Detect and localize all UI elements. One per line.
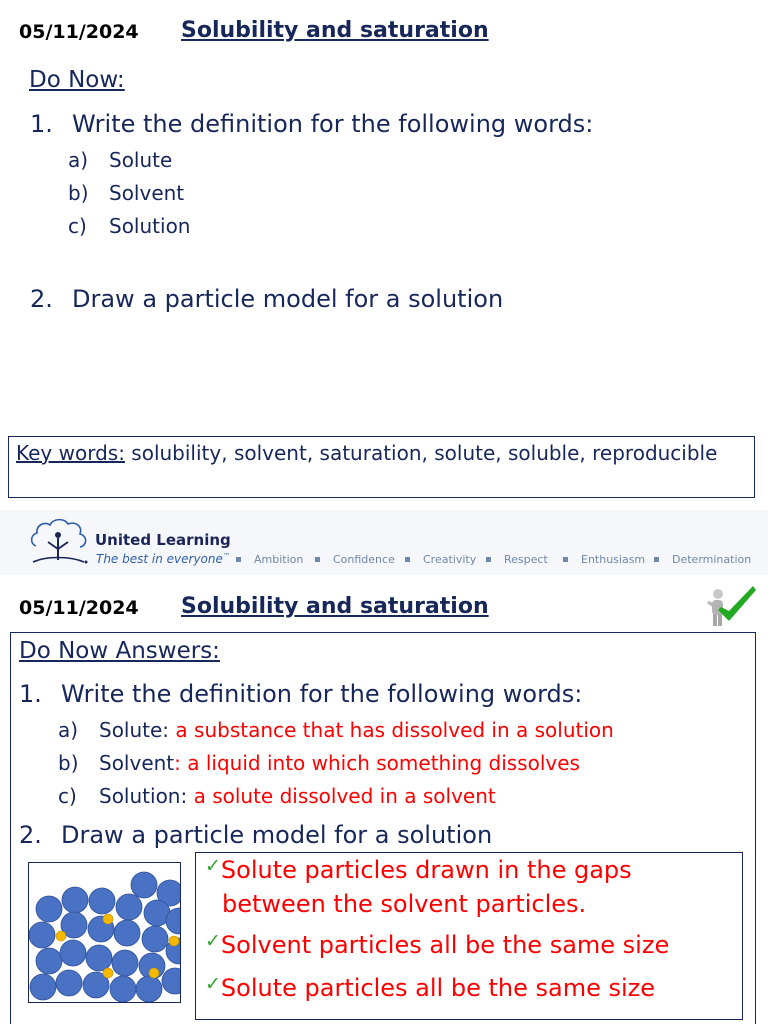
solute-particle <box>149 968 159 978</box>
value-respect <box>486 553 548 566</box>
sub-item-c <box>68 214 190 238</box>
slide2-title: Solubility and saturation <box>181 594 489 619</box>
value-confidence <box>315 553 395 566</box>
solvent-particle <box>136 976 162 1002</box>
person-with-checkmark-icon <box>705 583 757 627</box>
solvent-particle <box>36 948 62 974</box>
value-enthusiasm <box>563 553 645 566</box>
tick-icon: ✓ <box>205 930 221 952</box>
slide2-date: 05/11/2024 <box>19 597 139 619</box>
slide1-date: 05/11/2024 <box>19 21 139 43</box>
answer-term: Solution: <box>99 784 188 808</box>
key-words-list: solubility, solvent, saturation, solute, soluble, reproducible <box>124 441 718 465</box>
criterion-1-continued: between the solvent particles. <box>222 890 587 918</box>
key-words-box <box>8 436 755 498</box>
criterion-text: Solvent particles all be the same size <box>220 931 670 959</box>
answer-letter: c) <box>58 784 77 808</box>
sub-item-text: Solvent <box>109 181 185 205</box>
bullet-square-icon <box>315 557 320 562</box>
value-determination <box>654 553 751 566</box>
solvent-particle <box>162 968 181 994</box>
answer-definition: a solute dissolved in a solvent <box>187 784 496 808</box>
particle-model-svg <box>29 863 181 1003</box>
answer-term: Solvent <box>99 751 175 775</box>
solvent-particle <box>110 976 136 1002</box>
criterion-3 <box>205 974 655 1002</box>
solute-particle <box>169 936 179 946</box>
bullet-square-icon <box>563 557 568 562</box>
criterion-text: Solute particles all be the same size <box>220 974 656 1002</box>
bullet-square-icon <box>405 557 410 562</box>
solvent-particle <box>56 970 82 996</box>
brand-tagline <box>96 552 230 566</box>
sub-item-letter: a) <box>68 148 89 172</box>
answer-question-2 <box>19 821 492 849</box>
solvent-particle <box>131 872 157 898</box>
question-2-number: 2. <box>30 285 53 313</box>
criterion-text: Solute particles drawn in the gaps <box>220 856 632 884</box>
tick-icon: ✓ <box>205 973 221 995</box>
value-label: Determination <box>672 553 752 566</box>
solvent-particle <box>62 887 88 913</box>
solvent-particle <box>142 926 168 952</box>
answer-letter: a) <box>58 718 79 742</box>
value-ambition <box>236 553 303 566</box>
solvent-particle <box>36 896 62 922</box>
sub-item-letter: c) <box>68 214 87 238</box>
sub-item-letter: b) <box>68 181 89 205</box>
trademark: ™ <box>222 552 230 560</box>
do-now-answers-heading: Do Now Answers: <box>19 638 220 664</box>
answer-definition: a substance that has dissolved in a solution <box>169 718 614 742</box>
question-1-number: 1. <box>30 110 53 138</box>
particle-model-drawing <box>28 862 181 1003</box>
answer-question-2-number: 2. <box>19 821 42 849</box>
slide1-title: Solubility and saturation <box>181 18 489 43</box>
bullet-square-icon <box>654 557 659 562</box>
answer-item-b <box>58 751 580 775</box>
question-2 <box>30 285 503 313</box>
question-1-text: Write the definition for the following words: <box>72 110 594 138</box>
value-label: Ambition <box>254 553 304 566</box>
answer-letter: b) <box>58 751 79 775</box>
sub-item-text: Solution <box>109 214 191 238</box>
answer-term: Solute: <box>99 718 170 742</box>
value-creativity <box>405 553 476 566</box>
value-label: Respect <box>504 553 548 566</box>
tick-icon: ✓ <box>205 855 221 877</box>
value-label: Enthusiasm <box>581 553 646 566</box>
solute-particle <box>56 931 66 941</box>
solvent-particle <box>89 888 115 914</box>
solvent-particle <box>29 922 55 948</box>
answer-question-1 <box>19 680 582 708</box>
answer-definition: : a liquid into which something dissolves <box>174 751 580 775</box>
solvent-particle <box>30 974 56 1000</box>
bullet-square-icon <box>486 557 491 562</box>
solute-particle <box>103 914 113 924</box>
bullet-square-icon <box>236 557 241 562</box>
sub-item-b <box>68 181 184 205</box>
brand-name: United Learning <box>95 531 231 549</box>
value-label: Confidence <box>333 553 395 566</box>
key-words-label: Key words: <box>16 441 125 465</box>
solvent-particle <box>114 920 140 946</box>
tree-person-logo-icon <box>28 516 90 568</box>
answer-question-2-text: Draw a particle model for a solution <box>61 821 493 849</box>
do-now-heading: Do Now: <box>29 67 125 93</box>
solute-particle <box>103 968 113 978</box>
sub-item-text: Solute <box>109 148 173 172</box>
answer-question-1-number: 1. <box>19 680 42 708</box>
value-label: Creativity <box>423 553 477 566</box>
question-2-text: Draw a particle model for a solution <box>72 285 504 313</box>
criterion-2 <box>205 931 669 959</box>
solvent-particle <box>86 945 112 971</box>
sub-item-a <box>68 148 172 172</box>
answer-question-1-text: Write the definition for the following words: <box>61 680 583 708</box>
solvent-particle <box>112 950 138 976</box>
question-1 <box>30 110 593 138</box>
criterion-1 <box>205 856 632 884</box>
answer-item-a <box>58 718 614 742</box>
answer-item-c <box>58 784 496 808</box>
brand-tagline-text: The best in everyone <box>96 552 223 566</box>
solvent-particle <box>116 894 142 920</box>
solvent-particle <box>60 940 86 966</box>
